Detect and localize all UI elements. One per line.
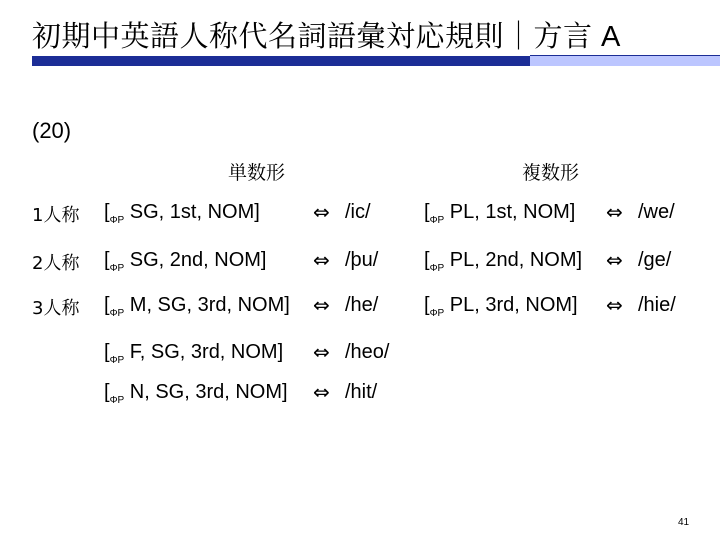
category-subscript: ΦP xyxy=(109,308,125,319)
title-rule-dark xyxy=(32,56,530,66)
sg-feature-bundle-5 xyxy=(104,381,288,404)
pl-feature-bundle-2 xyxy=(424,249,582,272)
sg-features-4: F, SG, 3rd, NOM] xyxy=(129,341,284,363)
category-subscript: ΦP xyxy=(109,355,125,366)
sg-feature-bundle-1 xyxy=(104,201,260,224)
category-subscript: ΦP xyxy=(429,308,445,319)
pl-features-2: PL, 2nd, NOM] xyxy=(449,249,583,271)
pl-form-3: /hie/ xyxy=(638,294,676,316)
mapping-arrow: ⇔ xyxy=(313,380,330,404)
mapping-arrow: ⇔ xyxy=(606,200,623,224)
row-label-3: 3人称 xyxy=(32,298,80,319)
mapping-arrow: ⇔ xyxy=(313,340,330,364)
category-subscript: ΦP xyxy=(429,263,445,274)
bracket: [ xyxy=(104,201,110,223)
pl-form-2: /ge/ xyxy=(638,249,672,271)
column-header-singular: 単数形 xyxy=(228,162,286,184)
category-subscript: ΦP xyxy=(109,215,125,226)
bracket: [ xyxy=(104,341,110,363)
category-subscript: ΦP xyxy=(109,395,125,406)
example-number: (20) xyxy=(32,118,72,143)
column-header-plural: 複数形 xyxy=(522,162,580,184)
pl-features-1: PL, 1st, NOM] xyxy=(449,201,576,223)
sg-form-5: /hit/ xyxy=(345,381,378,403)
mapping-arrow: ⇔ xyxy=(313,200,330,224)
slide-title: 初期中英語人称代名詞語彙対応規則｜方言 A xyxy=(32,21,621,53)
sg-feature-bundle-2 xyxy=(104,249,267,272)
sg-feature-bundle-3 xyxy=(104,294,290,317)
mapping-arrow: ⇔ xyxy=(313,248,330,272)
bracket: [ xyxy=(424,249,430,271)
sg-features-3: M, SG, 3rd, NOM] xyxy=(129,294,290,316)
pl-feature-bundle-3 xyxy=(424,294,578,317)
category-subscript: ΦP xyxy=(429,215,445,226)
sg-features-2: SG, 2nd, NOM] xyxy=(129,249,267,271)
bracket: [ xyxy=(424,201,430,223)
bracket: [ xyxy=(424,294,430,316)
row-label-2: 2人称 xyxy=(32,253,80,274)
page-number: 41 xyxy=(678,517,690,528)
category-subscript: ΦP xyxy=(109,263,125,274)
sg-form-4: /heo/ xyxy=(345,341,390,363)
sg-feature-bundle-4 xyxy=(104,341,283,364)
pl-features-3: PL, 3rd, NOM] xyxy=(449,294,578,316)
sg-form-1: /ic/ xyxy=(345,201,371,223)
title-rule-light xyxy=(530,56,720,66)
bracket: [ xyxy=(104,381,110,403)
sg-features-1: SG, 1st, NOM] xyxy=(129,201,260,223)
bracket: [ xyxy=(104,249,110,271)
sg-features-5: N, SG, 3rd, NOM] xyxy=(129,381,288,403)
sg-form-2: /þu/ xyxy=(345,249,379,271)
mapping-arrow: ⇔ xyxy=(606,248,623,272)
sg-form-3: /he/ xyxy=(345,294,379,316)
bracket: [ xyxy=(104,294,110,316)
row-label-1: 1人称 xyxy=(32,205,80,226)
mapping-arrow: ⇔ xyxy=(606,293,623,317)
mapping-arrow: ⇔ xyxy=(313,293,330,317)
pl-form-1: /we/ xyxy=(638,201,675,223)
pl-feature-bundle-1 xyxy=(424,201,575,224)
